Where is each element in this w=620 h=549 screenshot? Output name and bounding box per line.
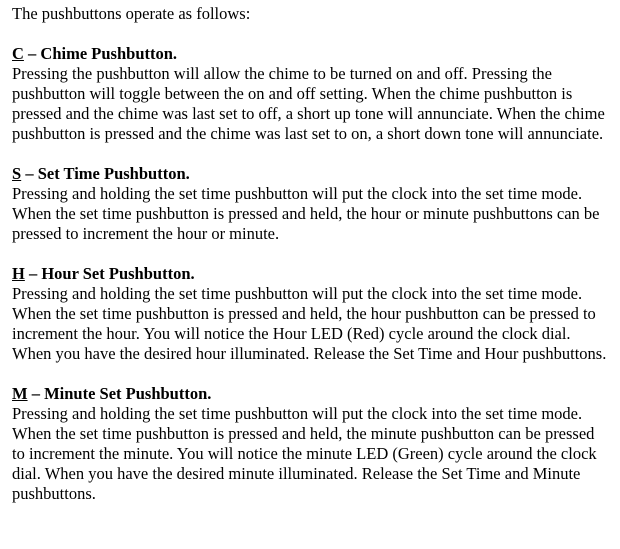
section-title: – Set Time Pushbutton. — [21, 164, 190, 183]
section-key: H — [12, 264, 25, 283]
section-hour-set — [12, 264, 610, 364]
section-heading — [12, 264, 610, 284]
section-body: Pressing and holding the set time pushbutton will put the clock into the set time mode. When the set time pushbutton is pressed and held, the hour or minute pushbuttons can be pressed to increment the hour or minute. — [12, 184, 600, 243]
section-heading — [12, 384, 610, 404]
section-key: S — [12, 164, 22, 183]
section-minute-set — [12, 384, 610, 504]
section-key: M — [12, 384, 28, 403]
section-chime — [12, 44, 610, 144]
section-key: C — [12, 44, 24, 63]
section-body: Pressing the pushbutton will allow the chime to be turned on and off. Pressing the pushbutton will toggle between the on and off setting. When the chime pushbutton is pressed and the chime was last set to off, a short up tone will annunciate. When the chime pushbutton is pressed and the chime was last set to on, a short down tone will annunciate. — [12, 64, 605, 143]
section-title: – Hour Set Pushbutton. — [24, 264, 195, 283]
section-set-time — [12, 164, 610, 244]
section-body: Pressing and holding the set time pushbutton will put the clock into the set time mode. When the set time pushbutton is pressed and held, the hour pushbutton can be pressed to increment the hour. You will notice the Hour LED (Red) cycle around the clock dial. When you have the desired hour illuminated. Release the Set Time and Hour pushbuttons. — [12, 284, 607, 363]
section-title: – Chime Pushbutton. — [23, 44, 178, 63]
section-heading — [12, 164, 610, 184]
section-heading — [12, 44, 610, 64]
section-title: – Minute Set Pushbutton. — [27, 384, 212, 403]
section-body: Pressing and holding the set time pushbutton will put the clock into the set time mode. When the set time pushbutton is pressed and held, the minute pushbutton can be pressed to increment the minute. You will notice the minute LED (Green) cycle around the clock dial. When you have the desired minute illuminated. Release the Set Time and Minute pushbuttons. — [12, 404, 597, 503]
intro-text: The pushbuttons operate as follows: — [12, 4, 251, 23]
